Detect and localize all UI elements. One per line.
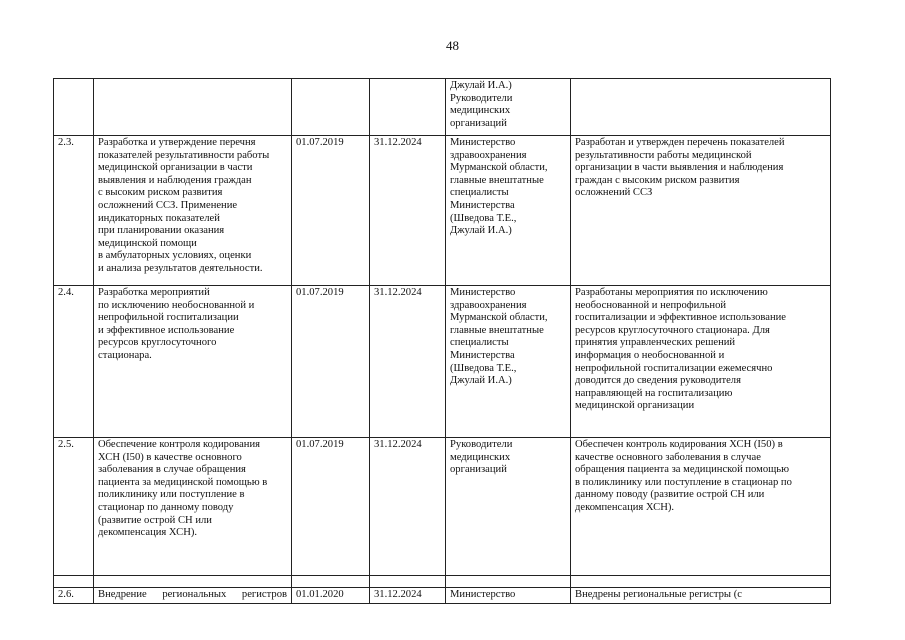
responsible: Министерство здравоохранения Мурманской области, главные внештатные специалисты Министерства (Шведова Т.Е., Джулай И.А.) xyxy=(446,136,571,286)
row-number: 2.6. xyxy=(54,588,94,604)
end-date: 31.12.2024 xyxy=(370,588,446,604)
table-row-gap xyxy=(54,576,831,588)
activity-name: Внедрение региональных регистров xyxy=(94,588,292,604)
responsible: Руководители медицинских организаций xyxy=(446,438,571,576)
responsible: Министерство xyxy=(446,588,571,604)
table-row xyxy=(54,79,831,136)
page-number: 48 xyxy=(446,38,459,53)
result: Внедрены региональные регистры (с xyxy=(571,588,831,604)
row-number: 2.5. xyxy=(54,438,94,576)
start-date xyxy=(292,79,370,136)
activity-name: Разработка мероприятий по исключению необоснованной и непрофильной госпитализации и эффективное использование ресурсов круглосуточного стационара. xyxy=(94,286,292,438)
table-row xyxy=(54,286,831,438)
end-date: 31.12.2024 xyxy=(370,438,446,576)
activity-name: Обеспечение контроля кодирования ХСН (I50) в качестве основного заболевания в случае обращения пациента за медицинской помощью в поликлинику или поступление в стационар по данному поводу (развитие острой СН или декомпенсация ХСН). xyxy=(94,438,292,576)
activity-name xyxy=(94,79,292,136)
row-number: 2.4. xyxy=(54,286,94,438)
activities-table xyxy=(53,78,831,604)
start-date: 01.01.2020 xyxy=(292,588,370,604)
responsible: Джулай И.А.) Руководители медицинских организаций xyxy=(446,79,571,136)
result: Разработаны мероприятия по исключению необоснованной и непрофильной госпитализации и эффективное использование ресурсов круглосуточного стационара. Для принятия управленческих решений информация о необоснованной и непрофильной госпитализации ежемесячно доводится до сведения руководителя направляющей на госпитализацию медицинской организации xyxy=(571,286,831,438)
end-date xyxy=(370,79,446,136)
result xyxy=(571,79,831,136)
start-date: 01.07.2019 xyxy=(292,136,370,286)
end-date: 31.12.2024 xyxy=(370,136,446,286)
start-date: 01.07.2019 xyxy=(292,286,370,438)
start-date: 01.07.2019 xyxy=(292,438,370,576)
result: Разработан и утвержден перечень показателей результативности работы медицинской организации в части выявления и наблюдения граждан с высоким риском развития осложнений ССЗ xyxy=(571,136,831,286)
table-row xyxy=(54,136,831,286)
activity-name: Разработка и утверждение перечня показателей результативности работы медицинской организации в части выявления и наблюдения граждан с высоким риском развития осложнений ССЗ. Применение индикаторных показателей при планировании оказания медицинской помощи в амбулаторных условиях, оценки и анализа результатов деятельности. xyxy=(94,136,292,286)
row-number xyxy=(54,79,94,136)
result: Обеспечен контроль кодирования ХСН (I50) в качестве основного заболевания в случае обращения пациента за медицинской помощью в поликлинику или поступление в стационар по данному поводу (развитие острой СН или декомпенсация ХСН). xyxy=(571,438,831,576)
table-row xyxy=(54,588,831,604)
row-number: 2.3. xyxy=(54,136,94,286)
responsible: Министерство здравоохранения Мурманской области, главные внештатные специалисты Министерства (Шведова Т.Е., Джулай И.А.) xyxy=(446,286,571,438)
table-row xyxy=(54,438,831,576)
end-date: 31.12.2024 xyxy=(370,286,446,438)
